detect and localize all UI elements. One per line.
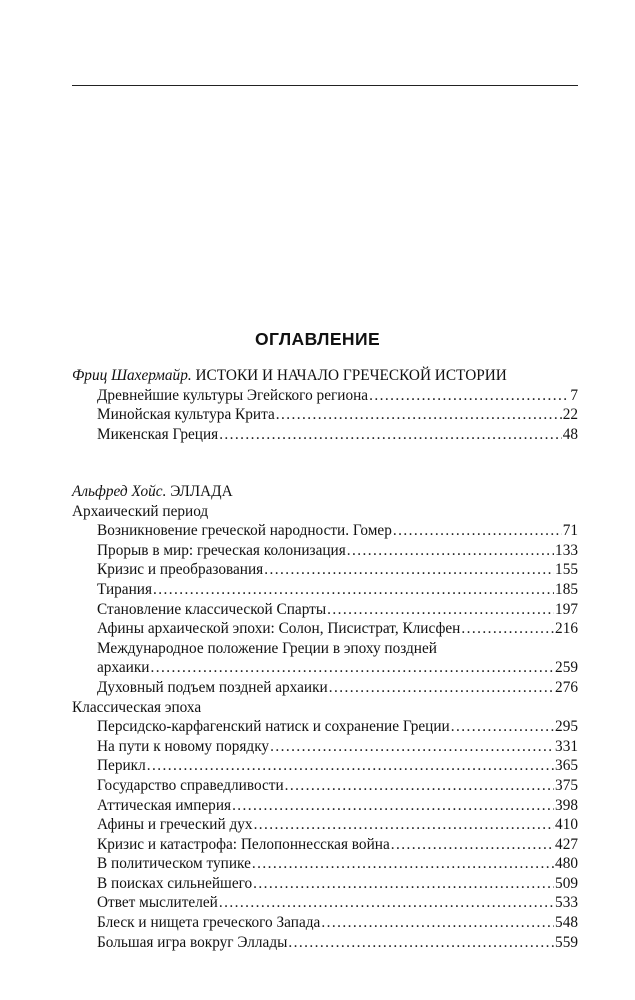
entry-title: Минойская культура Крита — [97, 406, 275, 424]
dot-leader — [327, 600, 554, 620]
entry-page: 427 — [555, 835, 578, 853]
entry-title: Афины архаической эпохи: Солон, Писистрат, Клисфен — [97, 620, 461, 638]
entry-title: Духовный подъем поздней архаики — [97, 678, 328, 696]
toc-entry[interactable] — [72, 796, 578, 816]
entry-title: Ответ мыслителей — [97, 894, 218, 912]
entry-page: 7 — [570, 386, 578, 404]
entry-title: Государство справедливости — [97, 776, 284, 794]
dot-leader — [219, 425, 562, 445]
entry-page: 375 — [555, 776, 578, 794]
entry-title-line1: Международное положение Греции в эпоху поздней — [97, 639, 437, 657]
dot-leader — [393, 521, 562, 541]
dot-leader — [347, 541, 554, 561]
toc-entry[interactable] — [72, 600, 578, 620]
part-label: Архаический период — [72, 502, 209, 520]
toc-entry[interactable] — [72, 874, 578, 894]
dot-leader — [451, 717, 554, 737]
entry-title: Блеск и нищета греческого Запада — [97, 914, 321, 932]
dot-leader — [252, 854, 554, 874]
toc-entry[interactable] — [72, 521, 578, 541]
entry-page: 22 — [562, 406, 578, 424]
entry-page: 295 — [555, 718, 578, 736]
entry-page: 559 — [555, 933, 578, 951]
part-label: Классическая эпоха — [72, 698, 202, 716]
entry-page: 365 — [555, 757, 578, 775]
entry-title: Микенская Греция — [97, 425, 219, 443]
page-title: ОГЛАВЛЕНИЕ — [254, 329, 381, 349]
entry-page: 276 — [555, 678, 578, 696]
toc-entry[interactable] — [72, 405, 578, 425]
entry-title: Большая игра вокруг Эллады — [97, 933, 288, 951]
section-heading — [72, 482, 578, 502]
dot-leader — [369, 386, 569, 406]
entry-title: Аттическая империя — [97, 796, 232, 814]
section-heading — [72, 366, 578, 386]
toc-entry[interactable] — [72, 580, 578, 600]
entry-page: 185 — [555, 580, 578, 598]
dot-leader — [461, 619, 554, 639]
toc-entry[interactable] — [72, 717, 578, 737]
dot-leader — [391, 835, 554, 855]
dot-leader — [232, 796, 554, 816]
entry-page: 398 — [555, 796, 578, 814]
dot-leader — [219, 893, 554, 913]
toc-entry[interactable] — [72, 737, 578, 757]
toc-entry[interactable] — [72, 639, 578, 678]
dot-leader — [150, 658, 554, 678]
toc-entry[interactable] — [72, 854, 578, 874]
entry-title: Кризис и преобразования — [97, 561, 264, 579]
entry-page: 216 — [555, 620, 578, 638]
entry-page: 48 — [562, 425, 578, 443]
entry-title: Афины и греческий дух — [97, 816, 253, 834]
entry-title-line2: архаики — [97, 659, 150, 677]
toc-entry[interactable] — [72, 893, 578, 913]
toc-entry[interactable] — [72, 678, 578, 698]
entry-title: Перикл — [97, 757, 146, 775]
dot-leader — [153, 580, 554, 600]
dot-leader — [147, 756, 554, 776]
entry-page: 480 — [555, 855, 578, 873]
toc-entry[interactable] — [72, 815, 578, 835]
toc-entry[interactable] — [72, 386, 578, 406]
entry-title: В поисках сильнейшего — [97, 874, 253, 892]
toc-entry[interactable] — [72, 756, 578, 776]
dot-leader — [264, 560, 554, 580]
entry-page: 133 — [555, 541, 578, 559]
toc-entry[interactable] — [72, 560, 578, 580]
entry-title: Становление классической Спарты — [97, 600, 327, 618]
toc-entry[interactable] — [72, 776, 578, 796]
dot-leader — [254, 815, 554, 835]
author-name: Фриц Шахермайр. — [72, 367, 192, 384]
toc-entry[interactable] — [72, 425, 578, 445]
toc-entry[interactable] — [72, 541, 578, 561]
entry-page: 331 — [555, 737, 578, 755]
toc-entry[interactable] — [72, 835, 578, 855]
dot-leader — [253, 874, 554, 894]
dot-leader — [288, 933, 554, 953]
section-title: ЭЛЛАДА — [170, 483, 233, 500]
entry-title: Персидско-карфагенский натиск и сохранение Греции — [97, 718, 450, 736]
dot-leader — [276, 405, 562, 425]
entry-page: 509 — [555, 874, 578, 892]
toc-entry[interactable] — [72, 913, 578, 933]
author-name: Альфред Хойс. — [72, 483, 167, 500]
entry-page: 410 — [555, 816, 578, 834]
entry-page: 533 — [555, 894, 578, 912]
entry-page: 155 — [555, 561, 578, 579]
entry-title: Древнейшие культуры Эгейского региона — [97, 386, 369, 404]
entry-page: 197 — [555, 600, 578, 618]
dot-leader — [321, 913, 554, 933]
toc-entry[interactable] — [72, 933, 578, 953]
entry-title: Прорыв в мир: греческая колонизация — [97, 541, 346, 559]
dot-leader — [329, 678, 554, 698]
entry-page: 548 — [555, 914, 578, 932]
entry-title: В политическом тупике — [97, 855, 251, 873]
section-title: ИСТОКИ И НАЧАЛО ГРЕЧЕСКОЙ ИСТОРИИ — [195, 367, 507, 384]
toc-section-heuss — [72, 482, 578, 952]
entry-page: 71 — [562, 522, 578, 540]
header-rule — [72, 85, 578, 86]
entry-title: Тирания — [97, 580, 152, 598]
dot-leader — [285, 776, 554, 796]
dot-leader — [270, 737, 554, 757]
entry-title: На пути к новому порядку — [97, 737, 270, 755]
toc-entry[interactable] — [72, 619, 578, 639]
entry-title: Возникновение греческой народности. Гомер — [97, 522, 392, 540]
toc-section-schachermeyr — [72, 366, 578, 444]
entry-page: 259 — [555, 659, 578, 677]
entry-title: Кризис и катастрофа: Пелопоннесская война — [97, 835, 390, 853]
